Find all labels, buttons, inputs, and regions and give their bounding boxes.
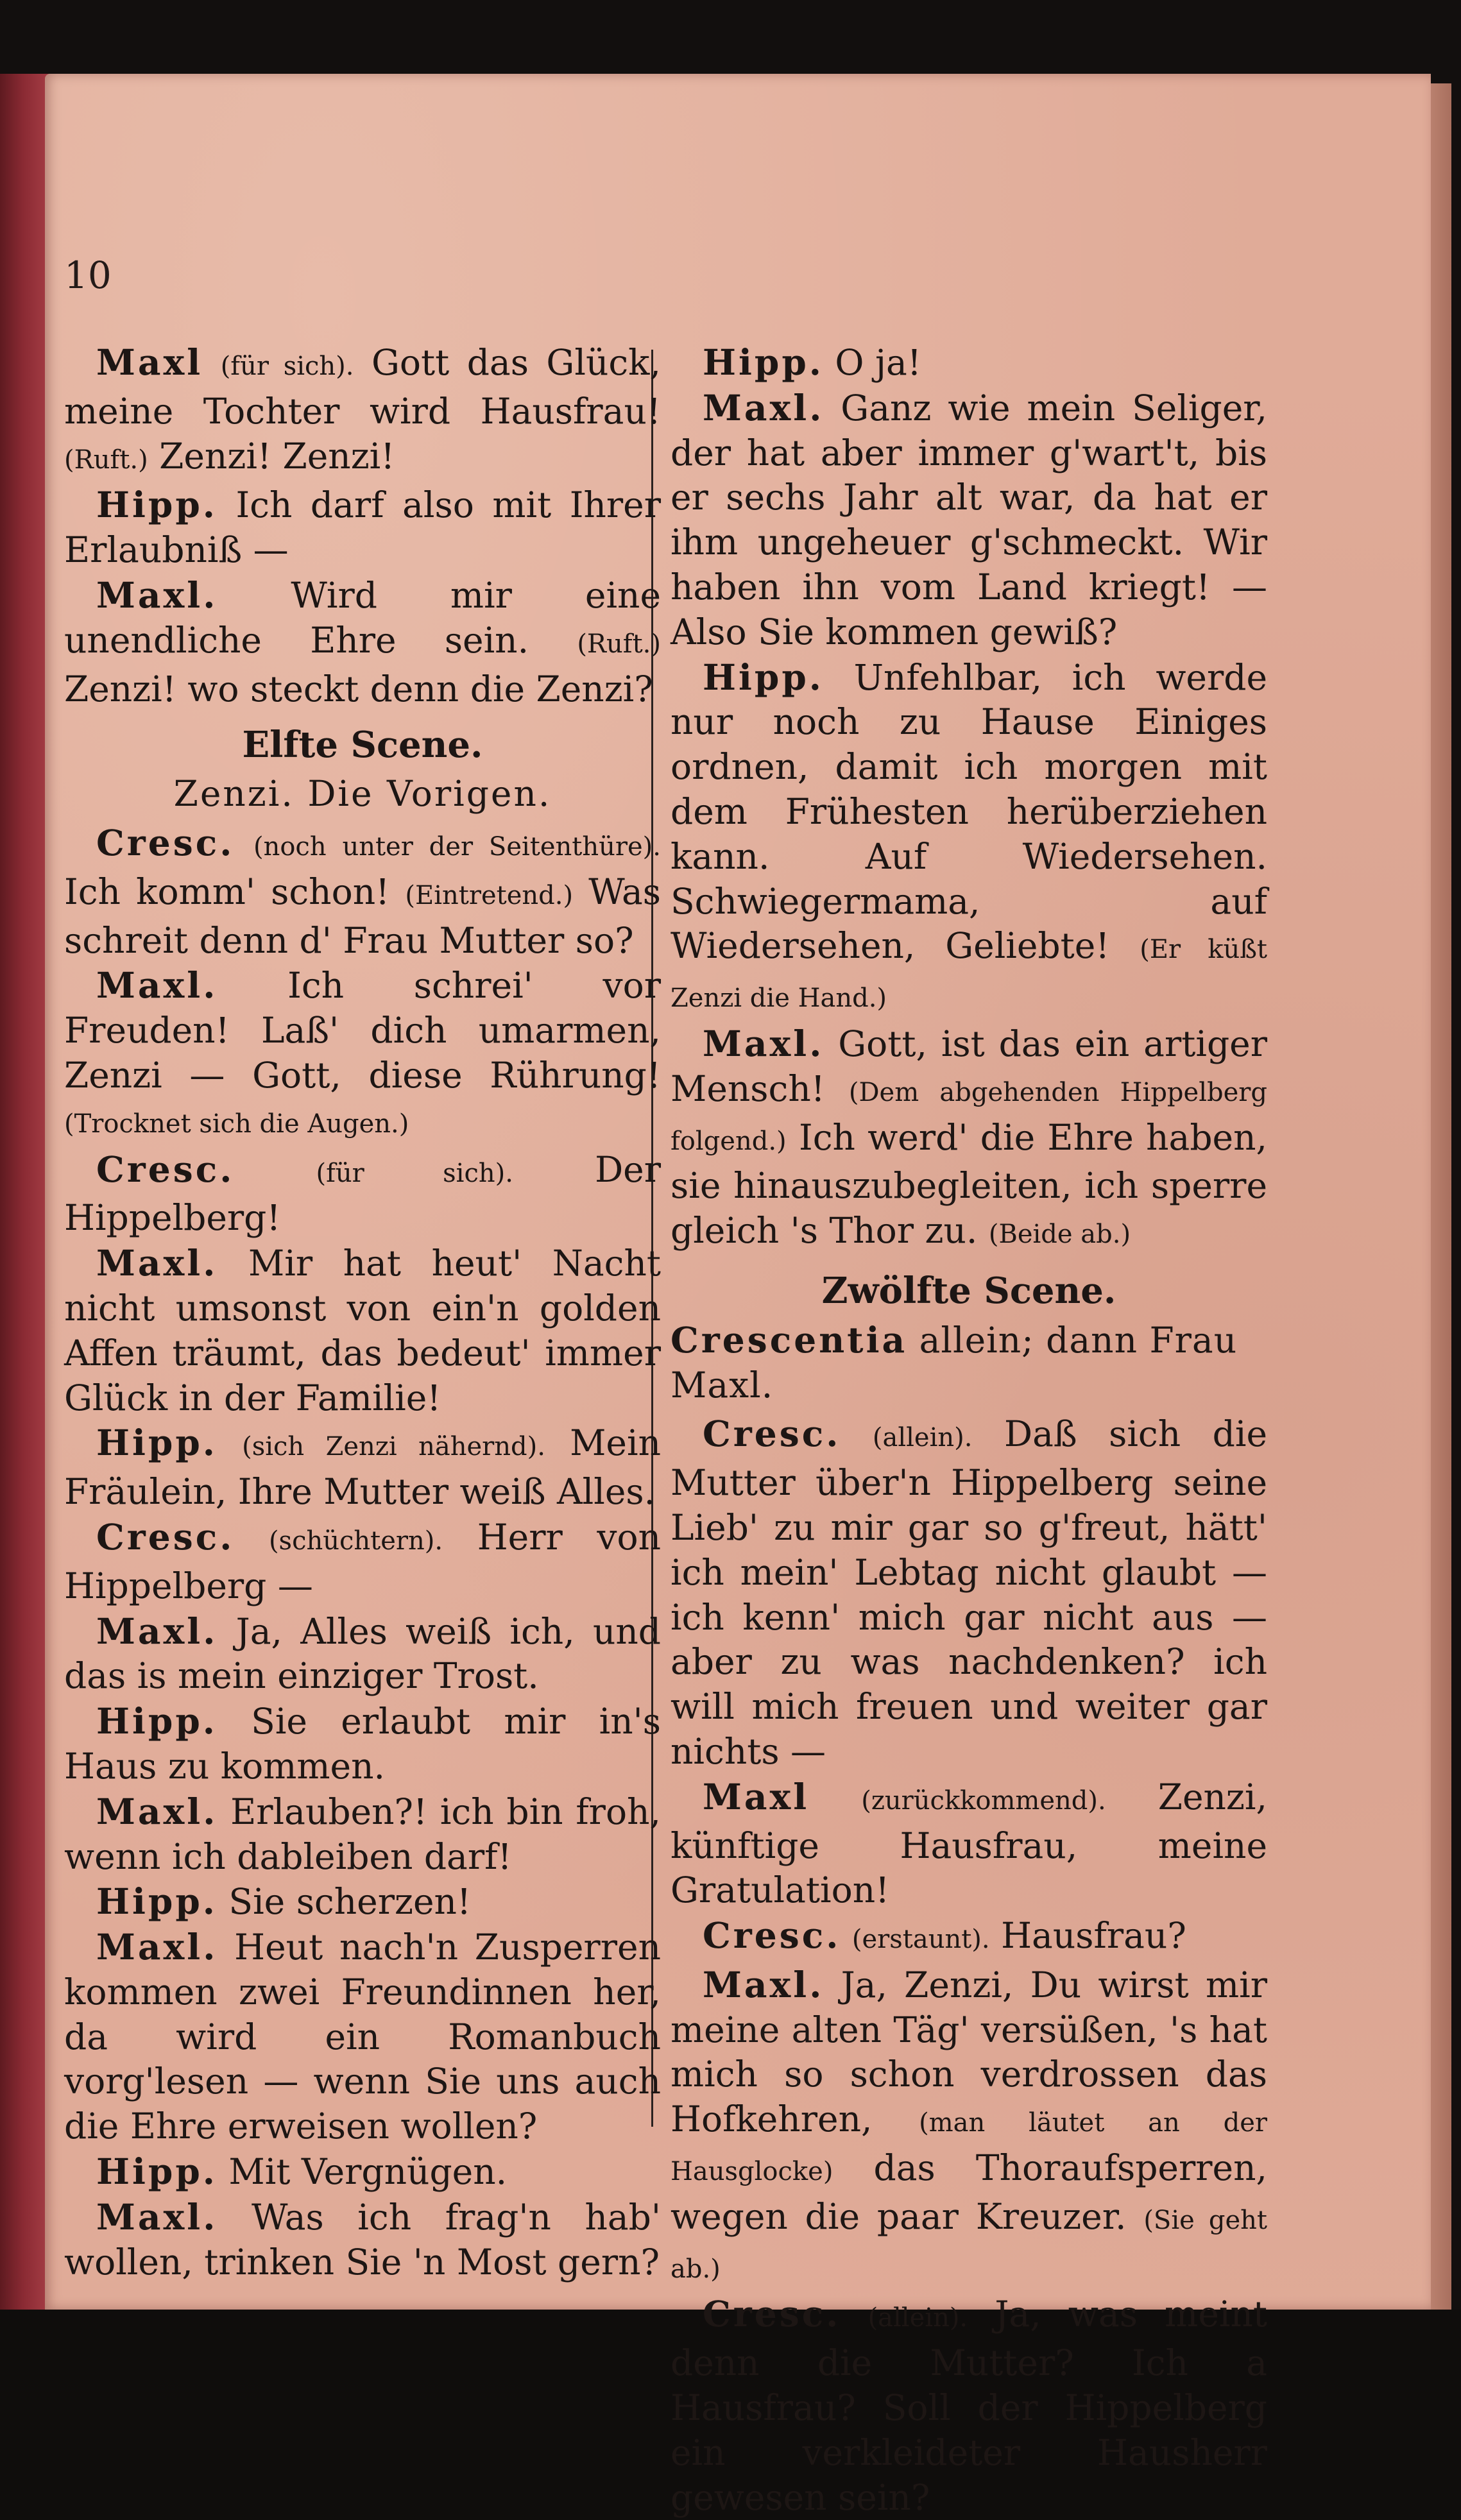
dialogue-text: Unfehlbar, ich werde nur noch zu Hause Einiges ordnen, damit ich morgen mit dem Frühesten herüberziehen kann. Auf Wiedersehen. Schwiegermama, auf Wiedersehen, Geliebte!: [671, 656, 1267, 967]
speaker: Cresc.: [703, 1914, 841, 1957]
dialogue-paragraph: [671, 2292, 1267, 2520]
dialogue-text: Ja, Alles weiß ich, und das is mein einziger Trost.: [64, 1610, 662, 1697]
dialogue-paragraph: [64, 1241, 661, 1420]
dialogue-paragraph: [671, 1962, 1267, 2292]
speaker: Cresc.: [703, 1413, 841, 1455]
speaker: Maxl: [703, 1775, 810, 1818]
speaker: Maxl.: [703, 1963, 824, 2005]
dialogue-paragraph: [64, 2149, 661, 2195]
speaker: Cresc.: [96, 821, 235, 864]
scene-heading: Zwölfte Scene.: [821, 1269, 1116, 1312]
dialogue-text: Zenzi, künftige Hausfrau, meine Gratulation!: [671, 1776, 1267, 1911]
stage-direction: (für sich).: [220, 352, 354, 381]
stage-direction: (zurückkommend).: [861, 1785, 1106, 1816]
dialogue-paragraph: [64, 1699, 661, 1789]
dialogue-text: Ich komm' schon!: [64, 871, 390, 912]
speaker: Hipp.: [96, 484, 218, 526]
dialogue-text: Ganz wie mein Seliger, der hat aber immer g'wart't, bis er sechs Jahr alt war, da hat er ihm ungeheuer g'schmeckt. Wir haben ihn vom Land kriegt! — Also Sie kommen gewiß?: [671, 387, 1267, 652]
speaker: Maxl: [96, 341, 203, 383]
dialogue-paragraph: [671, 1021, 1267, 1257]
dialogue-text: Gott, ist das ein artiger Mensch!: [671, 1023, 1267, 1109]
stage-direction: (Eintretend.): [405, 880, 574, 910]
dialogue-text: Mit Vergnügen.: [228, 2151, 508, 2193]
dialogue-text: Ich darf also mit Ihrer Erlaubniß —: [64, 484, 662, 571]
scene-heading: Elfte Scene.: [242, 724, 483, 767]
dialogue-paragraph: [671, 340, 1267, 386]
dialogue-paragraph: [64, 1609, 661, 1699]
stage-direction: (allein).: [872, 1423, 973, 1453]
dialogue-text: Ja, was meint denn die Mutter? Ich a Hausfrau? Soll der Hippelberg ein verkleideter Hausherr gewesen sein?: [671, 2294, 1267, 2518]
stage-direction: (Beide ab.): [988, 1220, 1131, 1250]
speaker: Maxl.: [703, 1022, 824, 1064]
speaker: Maxl.: [96, 1790, 218, 1832]
speaker: Hipp.: [96, 2150, 218, 2193]
dialogue-text: Ich schrei' vor Freuden! Laß' dich umarmen, Zenzi — Gott, diese Rührung!: [64, 965, 661, 1096]
dialogue-paragraph: [64, 573, 661, 711]
dialogue-text: Heut nach'n Zusperren kommen zwei Freundinnen her, da wird ein Romanbuch vorg'lesen — wenn Sie uns auch die Ehre erweisen wollen?: [64, 1927, 661, 2147]
stage-direction: (Dem abgehenden Hippelberg folgend.): [671, 1077, 1267, 1156]
right-column: [671, 340, 1267, 2520]
dialogue-text: Sie erlaubt mir in's Haus zu kommen.: [64, 1701, 661, 1787]
stage-direction: (schüchtern).: [268, 1526, 443, 1556]
speaker: Maxl.: [96, 1926, 218, 1968]
left-column: [64, 340, 661, 2285]
dialogue-text: Erlauben?! ich bin froh, wenn ich dableiben darf!: [64, 1791, 661, 1877]
stage-direction: (man läutet an der Hausglocke): [671, 2108, 1267, 2187]
speaker: Maxl.: [703, 386, 824, 429]
dialogue-text: Mein Fräulein, Ihre Mutter weiß Alles.: [64, 1422, 661, 1513]
speaker: Maxl.: [96, 1242, 218, 1284]
speaker: Hipp.: [96, 1422, 218, 1464]
stage-direction: (Ruft.): [64, 445, 148, 475]
dialogue-paragraph: [64, 1515, 661, 1609]
speaker: Cresc.: [96, 1148, 235, 1190]
dialogue-text: Hausfrau?: [1001, 1915, 1186, 1957]
stage-direction: (Trocknet sich die Augen.): [64, 1109, 409, 1139]
dialogue-paragraph: [64, 1925, 661, 2149]
stage-direction: (sich Zenzi nähernd).: [242, 1432, 545, 1462]
dialogue-paragraph: [671, 1775, 1267, 1913]
dialogue-text: Mir hat heut' Nacht nicht umsonst von ein'n golden Affen träumt, das bedeut' immer Glück in der Familie!: [64, 1243, 662, 1418]
scene-cast: [671, 1318, 1267, 1408]
scene-cast: Zenzi. Die Vorigen.: [173, 773, 552, 815]
stage-direction: (noch unter der Seitenthüre).: [253, 831, 662, 862]
dialogue-text: Daß sich die Mutter über'n Hippelberg seine Lieb' zu mir gar so g'freut, hätt' ich mein' Lebtag nicht glaubt — ich kenn' mich gar nicht aus — aber zu was nachdenken? ich will mich freuen und weiter gar nichts —: [671, 1413, 1268, 1772]
speaker: Cresc.: [96, 1515, 235, 1558]
dialogue-paragraph: [671, 1913, 1267, 1962]
dialogue-paragraph: [64, 963, 661, 1146]
dialogue-paragraph: [64, 1420, 661, 1515]
dialogue-text: das Thoraufsperren, wegen die paar Kreuzer.: [671, 2147, 1267, 2237]
stage-direction: (für sich).: [316, 1158, 513, 1188]
stage-direction: (allein).: [867, 2303, 968, 2333]
dialogue-paragraph: [64, 2195, 661, 2285]
dialogue-paragraph: [64, 1879, 661, 1925]
speaker: Maxl.: [96, 1610, 218, 1652]
dialogue-paragraph: [64, 1789, 661, 1880]
speaker: Maxl.: [96, 964, 218, 1007]
dialogue-text: Gott das Glück, meine Tochter wird Hausfrau!: [64, 342, 661, 432]
stage-direction: (Sie geht ab.): [671, 2205, 1267, 2284]
dialogue-paragraph: [64, 482, 661, 573]
dialogue-text: Sie scherzen!: [228, 1881, 472, 1923]
dialogue-text: Zenzi! Zenzi!: [159, 435, 395, 477]
dialogue-text: Herr von Hippelberg —: [64, 1516, 662, 1606]
dialogue-paragraph: [64, 821, 661, 963]
dialogue-paragraph: [671, 655, 1267, 1021]
dialogue-text: Der Hippelberg!: [64, 1148, 661, 1239]
speaker: Cresc.: [703, 2293, 841, 2335]
speaker: Maxl.: [96, 2195, 218, 2238]
speaker: Hipp.: [703, 656, 824, 698]
dialogue-text: Wird mir eine unendliche Ehre sein.: [64, 574, 662, 661]
dialogue-paragraph: [64, 340, 661, 482]
dialogue-text: Zenzi! wo steckt denn die Zenzi?: [64, 668, 653, 710]
dialogue-text: Ja, Zenzi, Du wirst mir meine alten Täg' versüßen, 's hat mich so schon verdrossen das Hofkehren,: [671, 1964, 1267, 2140]
dialogue-paragraph: [671, 386, 1267, 655]
dialogue-text: O ja!: [835, 342, 921, 383]
speaker: Hipp.: [96, 1880, 218, 1923]
speaker: Hipp.: [96, 1700, 218, 1742]
dialogue-paragraph: [64, 1147, 661, 1241]
dialogue-text: Was schreit denn d' Frau Mutter so?: [64, 871, 662, 961]
speaker: Maxl.: [96, 574, 218, 616]
dialogue-text: Ich werd' die Ehre haben, sie hinauszubegleiten, ich sperre gleich 's Thor zu.: [671, 1116, 1268, 1252]
page-number: 10: [64, 253, 112, 297]
cast-name: Crescentia: [671, 1318, 908, 1361]
speaker: Hipp.: [703, 341, 824, 383]
stage-direction: (erstaunt).: [851, 1925, 990, 1955]
stage-direction: (Er küßt Zenzi die Hand.): [671, 935, 1268, 1014]
dialogue-text: Was ich frag'n hab' wollen, trinken Sie 'n Most gern?: [64, 2196, 662, 2283]
dialogue-paragraph: [671, 1411, 1267, 1774]
cast-text: allein; dann Frau Maxl.: [671, 1319, 1238, 1406]
stage-direction: (Ruft.): [577, 629, 661, 659]
